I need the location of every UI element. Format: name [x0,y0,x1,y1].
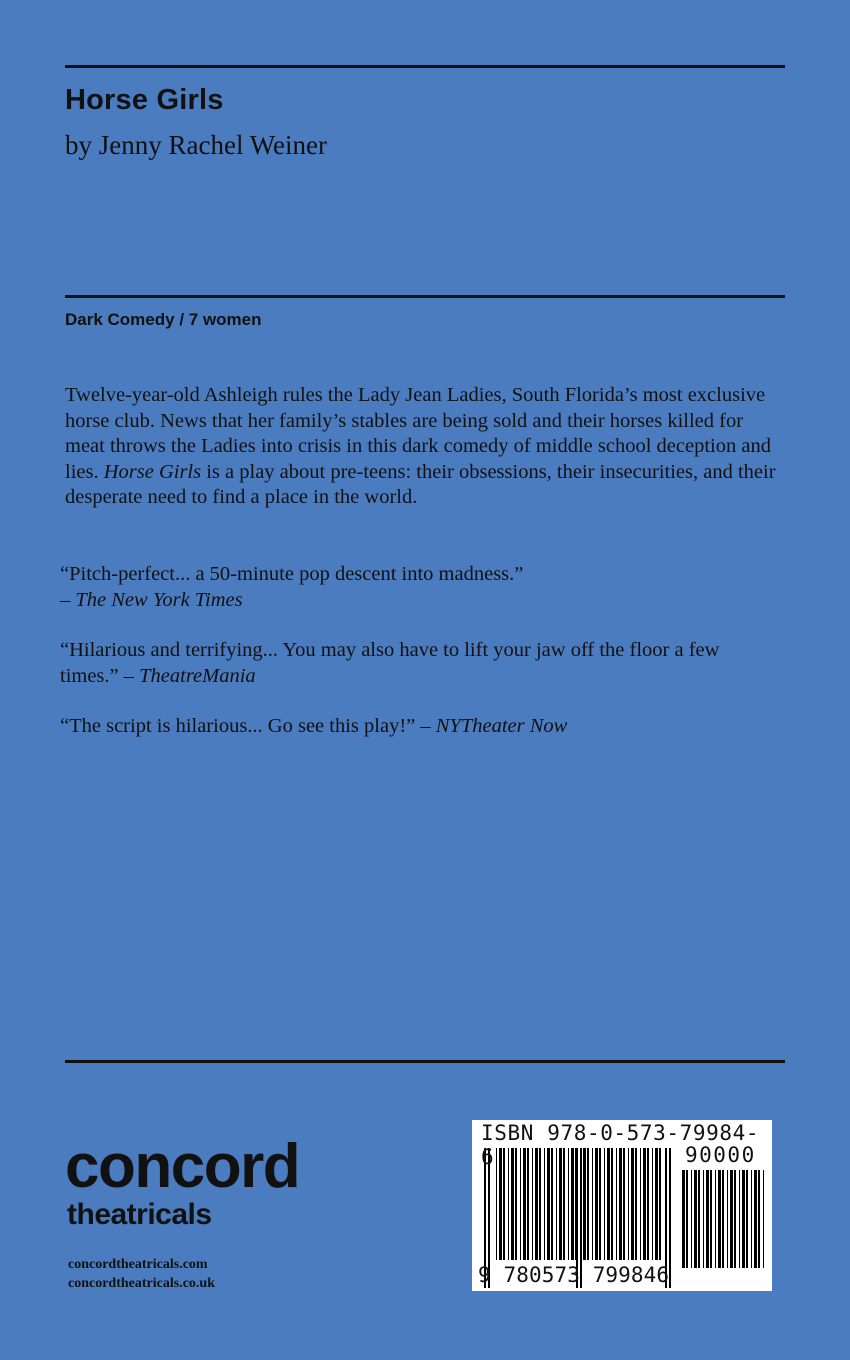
isbn-barcode [472,1120,772,1291]
quote-source: NYTheater Now [435,715,568,737]
quote-source: TheatreMania [139,664,256,687]
barcode-bar [754,1170,757,1268]
price-addon-code: 90000 [685,1143,756,1167]
barcode-bar [703,1170,704,1268]
barcode-bar [722,1170,724,1268]
book-title: Horse Girls [65,84,224,116]
press-quote-3 [60,714,782,740]
synopsis-italic-title: Horse Girls [103,460,202,483]
quote-source: The New York Times [75,588,243,611]
publisher-logo: concord [65,1132,300,1201]
barcode-guard-bar [669,1148,671,1288]
barcode-bar [730,1170,733,1268]
barcode-bar [710,1170,712,1268]
barcode-bar [742,1170,745,1268]
barcode-bar [746,1170,748,1268]
quote-text: “Hilarious and terrifying... You may also have to lift your jaw off the floor a few times.” [60,639,720,687]
publisher-logo-subtitle: theatricals [67,1198,212,1231]
synopsis-text-1: Twelve-year-old Ashleigh rules the Lady Jean Ladies, South Florida’s most exclusive horse club. News that her family’s stables are being sold and their horses killed for meat throws the Ladies into crisis in this dark comedy of middle school deception and lies. [65,384,771,483]
barcode-bar [739,1170,740,1268]
barcode-bar [694,1170,697,1268]
barcode-bar [682,1170,685,1268]
press-quote-1 [60,562,782,613]
publisher-url-us[interactable]: concordtheatricals.com [68,1257,208,1272]
quote-text: “Pitch-perfect... a 50-minute pop descent into madness.” [60,563,524,585]
barcode-bar [718,1170,721,1268]
publisher-url-uk[interactable]: concordtheatricals.co.uk [68,1276,215,1291]
quote-text: “The script is hilarious... Go see this play!” [60,715,416,737]
isbn-number: ISBN 978-0-573-79984-6 [481,1121,760,1169]
press-quote-2 [60,638,782,689]
synopsis [65,383,787,511]
top-rule [65,65,785,68]
barcode-bar [706,1170,709,1268]
barcode-bar [715,1170,716,1268]
section-rule [65,295,785,298]
barcode-bar [751,1170,752,1268]
quote-dash: – [118,664,140,687]
quote-dash: – [60,588,76,611]
barcode-bar [686,1170,688,1268]
synopsis-text-2: is a play about pre-teens: their obsessions, their insecurities, and their desperate need to find a place in the world. [65,460,776,508]
genre-cast-label: Dark Comedy / 7 women [65,310,262,329]
barcode-bar [758,1170,760,1268]
barcode-bar [698,1170,700,1268]
book-author: by Jenny Rachel Weiner [65,130,327,160]
quote-dash: – [415,715,436,737]
footer-rule [65,1060,785,1063]
barcode-bar [691,1170,692,1268]
ean-digits: 9 780573 799846 [478,1263,670,1287]
barcode-bar [734,1170,736,1268]
barcode-bar [763,1170,764,1268]
barcode-bar [727,1170,728,1268]
